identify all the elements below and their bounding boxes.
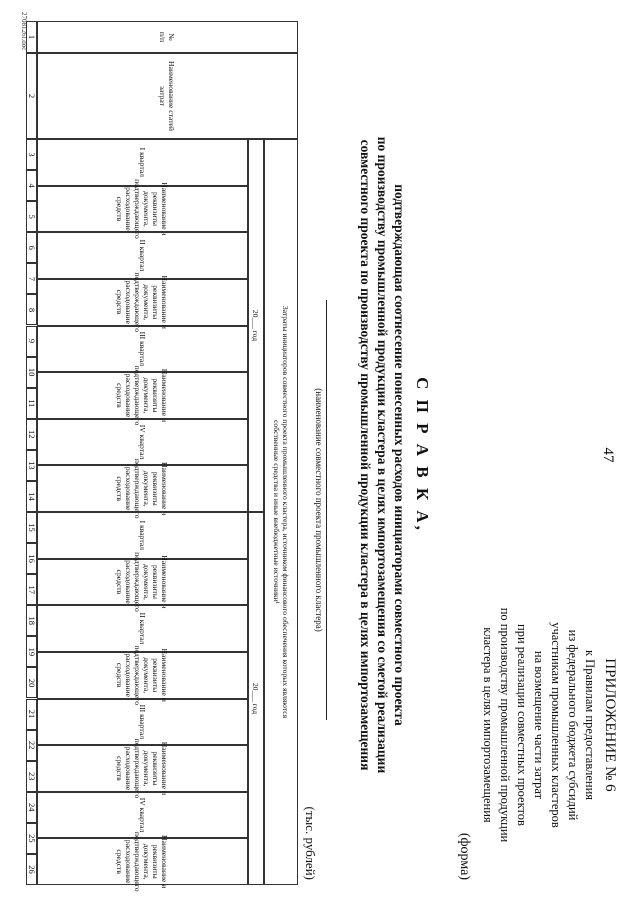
- column-number: 19: [27, 647, 37, 657]
- quarter-label: II квартал: [138, 612, 147, 645]
- appendix-header: [479, 580, 618, 870]
- quarter-label: IV квартал: [138, 797, 147, 833]
- column-number: 15: [27, 523, 37, 532]
- appendix-line: из федерального бюджета субсидий: [566, 629, 580, 821]
- document-subtitle: [357, 60, 408, 850]
- subtitle-line: совместного проекта по производству промышленной продукции кластера в целях импортозамещения: [358, 139, 373, 771]
- column-number: 10: [27, 367, 37, 377]
- appendix-line: на возмещение части затрат: [532, 650, 546, 800]
- column-number: 3: [27, 152, 37, 157]
- column-number: 26: [27, 865, 37, 874]
- column-number: 7: [27, 276, 37, 281]
- column-number: 23: [27, 771, 37, 781]
- column-number: 21: [27, 709, 37, 719]
- quarter-label: IV квартал: [138, 424, 147, 460]
- column-number: 24: [27, 803, 37, 812]
- docs-label: Наименование и реквизиты документа, подтверждающего расходование средств: [115, 552, 170, 612]
- quarter-label: I квартал: [138, 147, 147, 177]
- column-number: 13: [27, 461, 37, 470]
- column-number: 9: [27, 338, 37, 344]
- col-item-label: Наименование статей затрат: [158, 61, 177, 131]
- project-name-line: [326, 300, 327, 720]
- column-number: 25: [27, 834, 37, 843]
- file-note: 2708126l.doc: [20, 12, 28, 51]
- costs-header-label: Затраты инициаторов совместного проекта промышленного кластера, источником финансового обеспечения которых являются собственные средства и иные внебюджетные источники¹: [272, 305, 290, 719]
- year-label: 20___ год: [251, 682, 261, 715]
- form-note: (форма): [457, 832, 472, 880]
- column-number: 17: [27, 585, 37, 594]
- year-label: 20___ год: [251, 309, 261, 342]
- docs-label: Наименование и реквизиты документа, подтверждающего расходование средств: [115, 458, 170, 519]
- column-number: 20: [27, 678, 37, 688]
- column-number: 1: [27, 34, 37, 40]
- appendix-line: по производству промышленной продукции: [498, 607, 512, 843]
- appendix-line: кластера в целях импортозамещения: [481, 627, 495, 823]
- column-number: 14: [27, 492, 37, 501]
- appendix-line: к Правилам предоставления: [583, 649, 597, 801]
- column-number: 4: [27, 183, 37, 188]
- appendix-title: ПРИЛОЖЕНИЕ № 6: [602, 658, 618, 792]
- column-number: 18: [27, 616, 37, 626]
- column-number: 2: [27, 93, 37, 99]
- quarter-label: III квартал: [138, 704, 147, 739]
- quarter-label: II квартал: [138, 239, 147, 272]
- docs-label: Наименование и реквизиты документа, подтверждающего расходование средств: [115, 179, 170, 239]
- column-number: 12: [27, 430, 37, 439]
- column-number: 8: [27, 307, 37, 313]
- quarter-label: I квартал: [138, 520, 147, 550]
- column-number: 11: [27, 399, 37, 408]
- column-number: 5: [27, 214, 37, 219]
- subtitle-line: подтверждающая соотнесение понесенных расходов инициаторами совместного проекта: [392, 184, 407, 726]
- column-number: 16: [27, 554, 37, 563]
- col-no-label: № п/п: [158, 31, 177, 43]
- docs-label: Наименование и реквизиты документа, подтверждающего расходование средств: [115, 831, 170, 892]
- docs-label: Наименование и реквизиты документа, подтверждающего расходование средств: [115, 645, 170, 706]
- docs-label: Наименование и реквизиты документа, подтверждающего расходование средств: [115, 365, 170, 426]
- column-number: 22: [27, 740, 37, 750]
- project-name-caption: (наименование совместного проекта промышленного кластера): [314, 388, 324, 632]
- subtitle-line: по производству промышленной продукции кластера в целях импортозамещения со сметой реализации: [375, 136, 390, 774]
- cost-table: [26, 21, 298, 892]
- quarter-label: III квартал: [138, 331, 147, 366]
- page-number: 47: [600, 447, 616, 463]
- column-number: 6: [27, 245, 37, 250]
- unit-note: (тыс. рублей): [303, 806, 318, 880]
- appendix-line: участникам промышленных кластеров: [549, 622, 563, 828]
- docs-label: Наименование и реквизиты документа, подтверждающего расходование средств: [115, 738, 170, 799]
- appendix-line: при реализации совместных проектов: [515, 624, 529, 826]
- document-title: С П Р А В К А,: [413, 377, 432, 533]
- docs-label: Наименование и реквизиты документа, подтверждающего расходование средств: [115, 272, 170, 333]
